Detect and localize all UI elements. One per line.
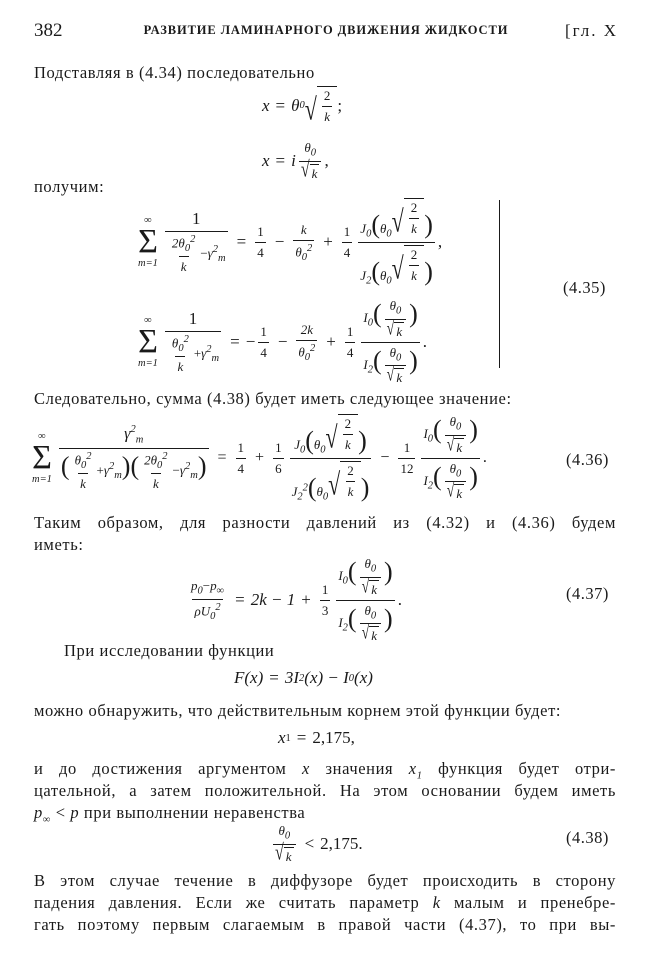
paragraph-argument-line2: цательной, а затем положительной. На этом основании будем иметь — [34, 781, 616, 800]
paragraph-diffuser-line3: гать поэтому первым слагаемым в правой части (4.37), то при вы- — [34, 915, 616, 934]
paragraph-root: можно обнаружить, что действительным корнем этой функции будет: — [34, 701, 562, 720]
equation-4-36: ∞ Σ m=1 $\gamma^2_m$ ( $\frac{\theta_0^2}{k}$ $+\gamma^2_m$)( $\frac{2\theta_0^2}{k}$ $-\gamma^2_m$) = $\frac{1}{4}$ + $\frac{1}{6}$ $J_0(\theta_0$ √ $\frac{2}{k}$ ) $J_2^2(\theta_0$ √ $\frac{2}{k}$ ) − $\frac{1}{12}$ $I_0$( $\theta_0$ √ k ) $I_2$( $\theta_0$ √ k ) . — [32, 414, 487, 503]
equation-number-4-36: (4.36) — [566, 450, 609, 469]
paragraph-substituting: Подставляя в (4.34) последовательно — [34, 63, 315, 82]
equation-4-35-first: ∞ Σ m=1 1 $\frac{2\theta_0^2}{k}$ $-\gamma^2_m$ = $\frac{1}{4}$ − $\frac{k}{\theta_0^2}$ + $\frac{1}{4}$ $J_0(\theta_0$ √ $\frac{2}{k}$ ) $J_2(\theta_0$ √ $\frac{2}{k}$ ) , — [138, 200, 443, 287]
equation-4-37: $\frac{p_0-p_\infty}{\rho U_0^2}$ = 2k − 1 + $\frac{1}{3}$ $I_0$( $\theta_0$ √ k ) $I_2$( $\theta_0$ √ k ) . — [191, 556, 402, 645]
paragraph-diffuser-line2: падения давления. Если же считать параметр k малым и пренебре- — [34, 893, 616, 912]
paragraph-argument-line3: $p_\infty < p$ при выполнении неравенства — [34, 803, 306, 826]
paragraph-investigating: При исследовании функции — [64, 641, 275, 660]
equation-number-4-38: (4.38) — [566, 828, 609, 847]
formula-inequality: $\theta_0$ √ k < 2,175. — [275, 823, 363, 865]
paragraph-thus-line2: иметь: — [34, 535, 84, 554]
paragraph-diffuser-line1: В этом случае течение в диффузоре будет происходить в сторону — [34, 871, 616, 890]
equation-number-4-37: (4.37) — [566, 584, 609, 603]
page-number: 382 — [34, 20, 63, 41]
paragraph-obtain: получим: — [34, 177, 105, 196]
formula-function-f: F(x) = 3I 2 (x) − I 0 (x) — [234, 668, 373, 687]
formula-x-real: x = θ 0 √ $\frac{2}{k}$ ; — [262, 88, 343, 127]
page-header — [34, 20, 618, 46]
formula-root-value: x 1 = 2,175, — [278, 728, 355, 747]
chapter-label: [гл. X — [564, 21, 618, 40]
paragraph-argument-line1: и до достижения аргументом x значения $x_1$ функция будет отри- — [34, 759, 617, 782]
formula-x-imaginary: x = i $\theta_0$ √ k , — [262, 140, 329, 182]
paragraph-therefore: Следовательно, сумма (4.38) будет иметь следующее значение: — [34, 389, 512, 408]
running-title: РАЗВИТИЕ ЛАМИНАРНОГО ДВИЖЕНИЯ ЖИДКОСТИ — [143, 23, 509, 37]
paragraph-thus-line1: Таким образом, для разности давлений из (4.32) и (4.36) будем — [34, 513, 616, 532]
right-brace — [499, 200, 500, 368]
equation-4-35-second: ∞ Σ m=1 1 $\frac{\theta_0^2}{k}$ $+\gamma^2_m$ = − $\frac{1}{4}$ − $\frac{2k}{\theta_0^2}$ + $\frac{1}{4}$ $I_0$( $\theta_0$ √ k ) $I_2$( $\theta_0$ √ k ) . — [138, 298, 428, 387]
equation-number-4-35: (4.35) — [563, 278, 606, 297]
